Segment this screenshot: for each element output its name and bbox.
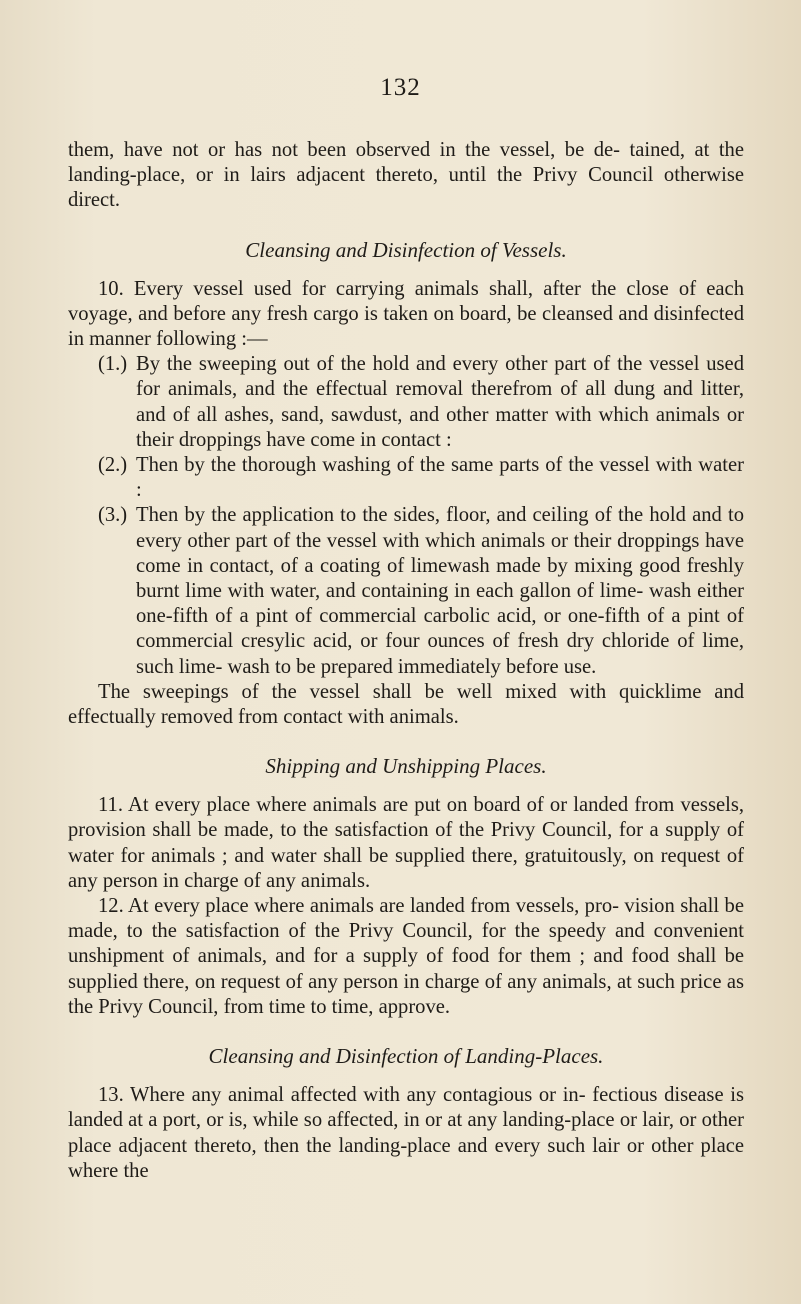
paragraph-10: 10. Every vessel used for carrying animals shall, after the close of each voyage, and before any fresh cargo is taken on board, be cleansed and disinfected in manner following :—: [68, 277, 744, 351]
list-item-text: By the sweeping out of the hold and every other part of the vessel used for animals, and the effectual removal therefrom of all dung and litter, and of all ashes, sand, sawdust, and other matter with which animals or their droppings have come in contact :: [136, 353, 744, 451]
page-body: [68, 138, 744, 1184]
list-item-1: [98, 352, 744, 453]
list-item-2: [98, 453, 744, 503]
paragraph-11: 11. At every place where animals are put on board of or landed from vessels, provision shall be made, to the satisfaction of the Privy Council, for a supply of water for animals ; and water shall be supplied there, gratuitously, on request of any person in charge of any animals.: [68, 794, 744, 892]
list-item-text: Then by the thorough washing of the same parts of the vessel with water :: [136, 454, 744, 502]
list-item-number: (2.): [98, 454, 128, 477]
list-item-number: (1.): [98, 353, 128, 376]
page-number: 132: [380, 74, 421, 101]
list-item-text: Then by the application to the sides, floor, and ceiling of the hold and to every other part of the vessel with which animals or their droppings have come in contact, of a coating of limewash made by mixing good freshly burnt lime with water, and containing in each gallon of lime- wash either one-fifth of a pint of commercial carbolic acid, or one-fifth of a pint of commercial cresylic acid, or four ounces of fresh dry chloride of lime, such lime- wash to be prepared immediately before use.: [136, 504, 744, 678]
list-item-number: (3.): [98, 504, 128, 527]
paragraph-13: 13. Where any animal affected with any contagious or in- fectious disease is landed at a port, or is, while so affected, in or at any landing-place or lair, or other place adjacent thereto, then the landing-place and every such lair or other place where the: [68, 1084, 744, 1182]
list-item-3: [98, 503, 744, 679]
closing-paragraph: The sweepings of the vessel shall be well mixed with quicklime and effectually removed from contact with animals.: [68, 680, 744, 729]
section-heading-landing-places: Cleansing and Disinfection of Landing-Places.: [208, 1044, 604, 1069]
intro-paragraph: them, have not or has not been observed in the vessel, be de- tained, at the landing-place, or in lairs adjacent thereto, until the Privy Council otherwise direct.: [68, 139, 744, 212]
paragraph-12: 12. At every place where animals are landed from vessels, pro- vision shall be made, to the satisfaction of the Privy Council, for the speedy and convenient unshipment of animals, and for a supply of food for them ; and food shall be supplied there, on request of any person in charge of any animals, at such price as the Privy Council, from time to time, approve.: [68, 895, 744, 1018]
section-heading-vessels: Cleansing and Disinfection of Vessels.: [245, 237, 567, 262]
section-heading-shipping: Shipping and Unshipping Places.: [265, 754, 547, 779]
